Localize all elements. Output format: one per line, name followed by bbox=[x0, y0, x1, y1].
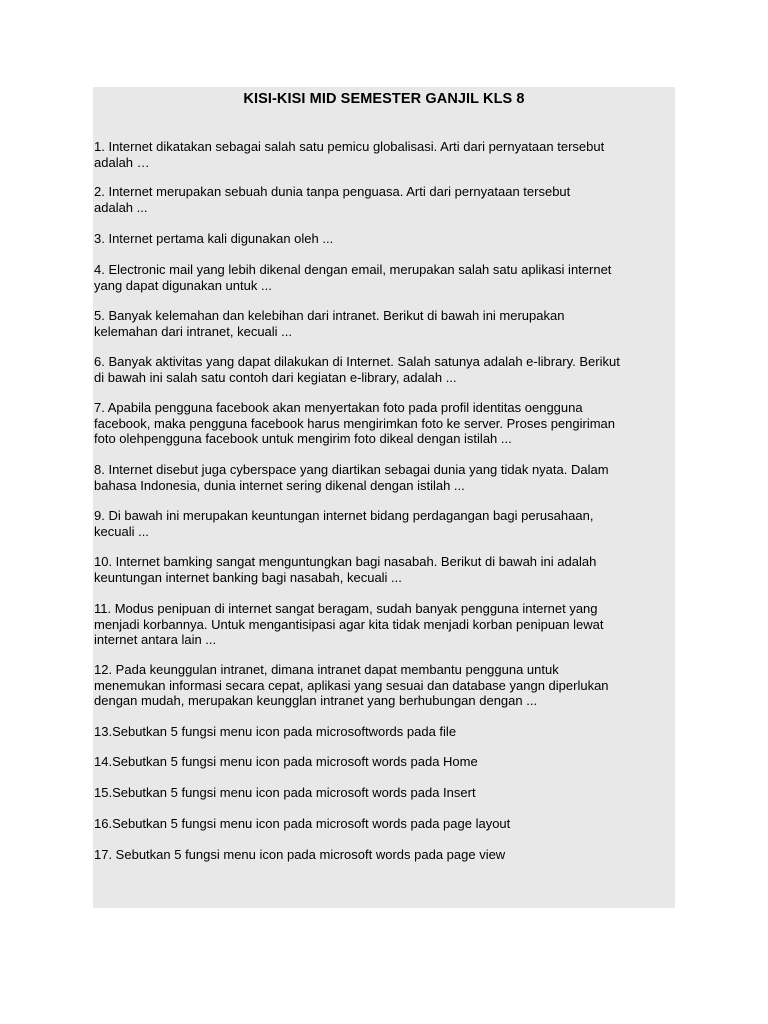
document-page bbox=[93, 87, 675, 908]
question-item-8: 8. Internet disebut juga cyberspace yang diartikan sebagai dunia yang tidak nyata. Dalam bahasa Indonesia, dunia internet sering dikenal dengan istilah ... bbox=[94, 462, 609, 493]
question-item-4: 4. Electronic mail yang lebih dikenal dengan email, merupakan salah satu aplikasi internet yang dapat digunakan untuk ... bbox=[94, 262, 612, 293]
question-item-16: 16.Sebutkan 5 fungsi menu icon pada microsoft words pada page layout bbox=[94, 816, 511, 831]
question-item-11: 11. Modus penipuan di internet sangat beragam, sudah banyak pengguna internet yang menjadi korbannya. Untuk mengantisipasi agar kita tidak menjadi korban penipuan lewat internet antara lain ... bbox=[94, 601, 604, 648]
question-item-9: 9. Di bawah ini merupakan keuntungan internet bidang perdagangan bagi perusahaan, kecuali ... bbox=[94, 508, 594, 539]
question-item-2: 2. Internet merupakan sebuah dunia tanpa penguasa. Arti dari pernyataan tersebut adalah ... bbox=[94, 184, 571, 215]
question-item-3: 3. Internet pertama kali digunakan oleh ... bbox=[94, 231, 334, 246]
question-item-14: 14.Sebutkan 5 fungsi menu icon pada microsoft words pada Home bbox=[94, 754, 478, 769]
question-item-1: 1. Internet dikatakan sebagai salah satu pemicu globalisasi. Arti dari pernyataan tersebut adalah … bbox=[94, 139, 605, 170]
question-item-7: 7. Apabila pengguna facebook akan menyertakan foto pada profil identitas oengguna facebook, maka pengguna facebook harus mengirimkan foto ke server. Proses pengiriman foto olehpengguna facebook untuk mengirim foto dikeal dengan istilah ... bbox=[94, 400, 616, 447]
question-item-13: 13.Sebutkan 5 fungsi menu icon pada microsoftwords pada file bbox=[94, 724, 457, 739]
question-item-5: 5. Banyak kelemahan dan kelebihan dari intranet. Berikut di bawah ini merupakan kelemahan dari intranet, kecuali ... bbox=[94, 308, 565, 339]
document-title: KISI-KISI MID SEMESTER GANJIL KLS 8 bbox=[243, 91, 525, 107]
question-item-6: 6. Banyak aktivitas yang dapat dilakukan di Internet. Salah satunya adalah e-library. Berikut di bawah ini salah satu contoh dari kegiatan e-library, adalah ... bbox=[94, 354, 620, 385]
question-item-15: 15.Sebutkan 5 fungsi menu icon pada microsoft words pada Insert bbox=[94, 785, 476, 800]
question-item-10: 10. Internet bamking sangat menguntungkan bagi nasabah. Berikut di bawah ini adalah keuntungan internet banking bagi nasabah, kecuali ... bbox=[94, 554, 597, 585]
question-item-17: 17. Sebutkan 5 fungsi menu icon pada microsoft words pada page view bbox=[94, 847, 506, 862]
question-item-12: 12. Pada keunggulan intranet, dimana intranet dapat membantu pengguna untuk menemukan informasi secara cepat, aplikasi yang sesuai dan database yangn diperlukan dengan mudah, merupakan keungglan intranet yang berhubungan dengan ... bbox=[94, 662, 609, 709]
